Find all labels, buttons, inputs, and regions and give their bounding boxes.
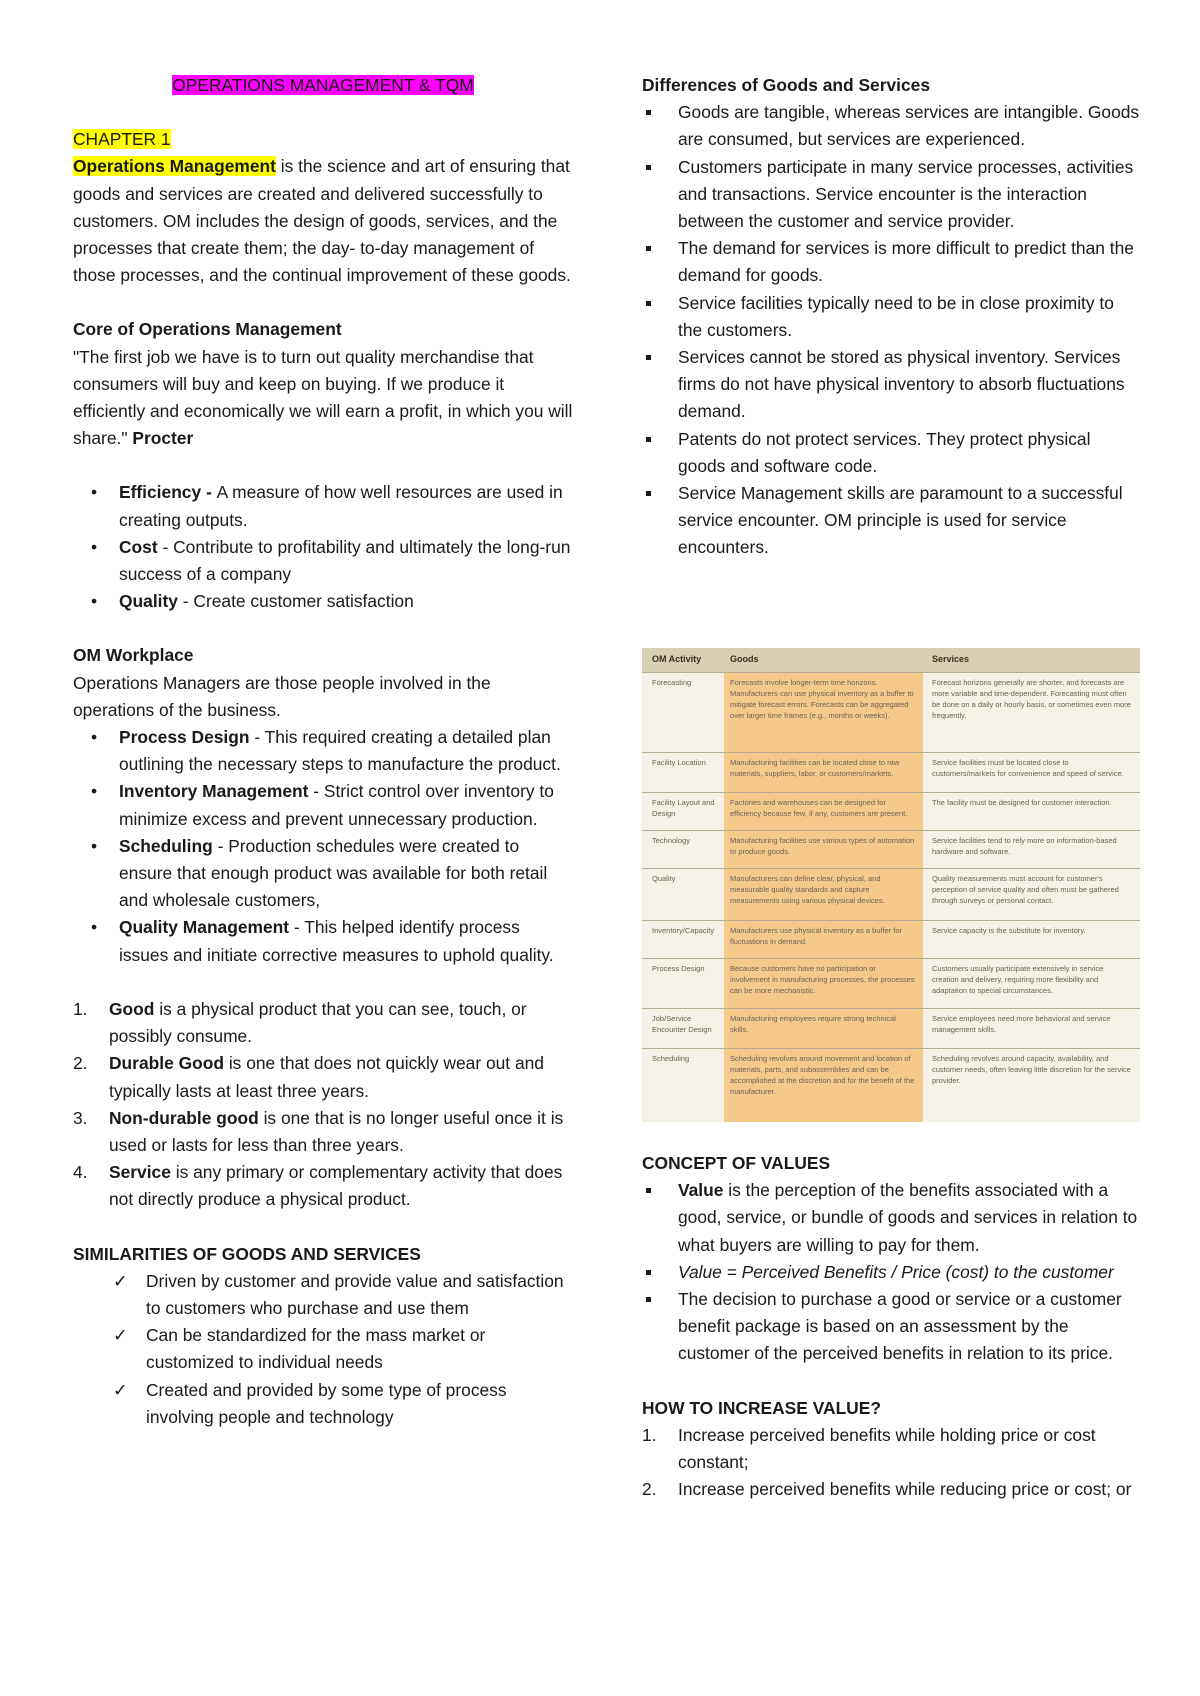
similarities-heading: SIMILARITIES OF GOODS AND SERVICES: [73, 1243, 421, 1264]
item-number: 3.: [73, 1107, 88, 1128]
cell-activity: Forecasting: [652, 678, 692, 687]
cell-activity: Technology: [652, 836, 690, 845]
definitions-list: [73, 996, 573, 1214]
header-goods: Goods: [730, 654, 759, 664]
goods-vs-services-table: [642, 648, 1140, 1122]
item-text: - Production schedules were created to ensure that enough product was available for both retail and wholesale customers,: [119, 835, 548, 911]
item-text: - This helped identify process issues and initiate corrective measures to uphold quality.: [119, 917, 554, 965]
om-definition: [73, 153, 573, 289]
list-item: [73, 724, 573, 778]
list-item: [73, 1105, 573, 1159]
table-row: [642, 752, 1140, 793]
right-column: [642, 72, 1142, 562]
cell-activity: Inventory/Capacity: [652, 926, 715, 935]
quote-text: "The first job we have is to turn out quality merchandise that consumers will buy and keep on buying. If we produce it efficiently and economically we will earn a profit, in which you will share.": [73, 346, 573, 449]
core-list: [73, 479, 573, 615]
item-text: is one that does not quickly wear out and typically lasts at least three years.: [109, 1053, 544, 1101]
item-number: 2.: [73, 1053, 88, 1074]
cell-activity: Facility Location: [652, 758, 706, 767]
item-term: Scheduling: [119, 835, 213, 856]
item-text: - Contribute to profitability and ultimately the long-run success of a company: [119, 536, 571, 585]
item-text: - Strict control over inventory to minimize excess and prevent unnecessary production.: [119, 781, 554, 829]
list-item: Services cannot be stored as physical inventory. Services firms do not have physical inventory to absorb fluctuations demand.: [642, 344, 1142, 426]
list-item: Patents do not protect services. They protect physical goods and software code.: [642, 426, 1142, 480]
cell-services: Service employees need more behavioral and service management skills.: [932, 1014, 1111, 1034]
cell-services: Scheduling revolves around capacity, availability, and customer needs, often leaving little discretion for the service provider.: [932, 1054, 1131, 1085]
list-item: Customers participate in many service processes, activities and transactions. Service encounter is the interaction between the customer and service provider.: [642, 154, 1142, 236]
list-item: [642, 1259, 1142, 1286]
cell-goods: Manufacturing facilities can be located close to raw materials, suppliers, labor, or customers/markets.: [730, 758, 900, 778]
table-row: [642, 672, 1140, 747]
cell-activity: Process Design: [652, 964, 705, 973]
om-term: Operations Management: [73, 156, 276, 177]
list-item: [73, 778, 573, 832]
list-item: ✓ Can be standardized for the mass market or customized to individual needs: [73, 1322, 573, 1376]
chapter-line: [73, 126, 573, 153]
item-term: Durable Good: [109, 1053, 224, 1074]
list-item: The demand for services is more difficult to predict than the demand for goods.: [642, 235, 1142, 289]
item-text: Value = Perceived Benefits / Price (cost) to the customer: [678, 1261, 1114, 1282]
differences-heading: Differences of Goods and Services: [642, 75, 931, 95]
core-quote: [73, 344, 573, 453]
list-item: [73, 996, 573, 1050]
cell-goods: Forecasts involve longer-term time horizons. Manufacturers can use physical inventory as a buffer to mitigate forecast errors. Forecasts can be aggregated over larger time frames (e.g., months or weeks).: [730, 678, 914, 720]
cell-activity: Scheduling: [652, 1054, 690, 1063]
item-text: is the perception of the benefits associated with a good, service, or bundle of goods and services in relation to what buyers are willing to pay for them.: [678, 1180, 1138, 1255]
cell-goods: Manufacturers can define clear, physical, and measurable quality standards and capture measurements using various physical devices.: [730, 874, 885, 905]
table-row: [642, 1048, 1140, 1122]
item-term: Process Design: [119, 727, 250, 748]
header-om-activity: OM Activity: [652, 654, 702, 664]
cell-goods: Manufacturing employees require strong technical skills.: [730, 1014, 896, 1034]
item-term: Inventory Management: [119, 781, 309, 802]
item-number: 1.: [642, 1424, 657, 1445]
core-heading: Core of Operations Management: [73, 319, 342, 340]
cell-services: Service facilities must be located close to customers/markets for convenience and speed of service.: [932, 758, 1124, 778]
list-item: ✓ Created and provided by some type of process involving people and technology: [73, 1377, 573, 1431]
item-number: 4.: [73, 1162, 88, 1183]
workplace-intro: Operations Managers are those people involved in the operations of the business.: [73, 672, 491, 720]
list-item: [642, 1286, 1142, 1368]
list-item: [642, 1177, 1142, 1259]
increase-heading: HOW TO INCREASE VALUE?: [642, 1397, 881, 1418]
list-item: [73, 479, 573, 533]
list-item: [642, 1476, 1142, 1503]
cell-services: The facility must be designed for customer interaction.: [932, 798, 1112, 807]
item-text: Increase perceived benefits while holding price or cost constant;: [678, 1424, 1096, 1473]
item-text: is one that is no longer useful once it is used or lasts for less than three years.: [109, 1107, 564, 1155]
document-title-line: [73, 72, 573, 99]
table-row: [642, 958, 1140, 1007]
item-number: 1.: [73, 998, 88, 1019]
item-number: 2.: [642, 1479, 657, 1500]
item-term: Non-durable good: [109, 1107, 259, 1128]
list-item: Service facilities typically need to be in close proximity to the customers.: [642, 290, 1142, 344]
values-list: [642, 1177, 1142, 1367]
item-term: Service: [109, 1162, 171, 1183]
om-definition-text: is the science and art of ensuring that goods and services are created and delivered successfully to customers. OM includes the design of goods, services, and the processes that create them; the day- to-day management of those processes, and the continual improvement of these goods.: [73, 156, 571, 286]
list-item: ✓ Driven by customer and provide value and satisfaction to customers who purchase and use them: [73, 1268, 573, 1322]
document-title: OPERATIONS MANAGEMENT & TQM: [172, 75, 474, 95]
chapter-label: CHAPTER 1: [73, 129, 171, 150]
table-row: [642, 1008, 1140, 1047]
left-column: [73, 72, 573, 1431]
table-row: [642, 920, 1140, 957]
workplace-list: [73, 724, 573, 969]
list-item: [73, 534, 573, 588]
cell-services: Service capacity is the substitute for inventory.: [932, 926, 1086, 935]
item-text: - Create customer satisfaction: [177, 591, 414, 612]
item-text: A measure of how well resources are used in creating outputs.: [119, 482, 563, 530]
list-item: [73, 1159, 573, 1213]
table-row: [642, 868, 1140, 919]
increase-list: [642, 1422, 1142, 1504]
cell-services: Quality measurements must account for customer's perception of service quality and often must be gathered through surveys or personal contact.: [932, 874, 1119, 905]
cell-services: Forecast horizons generally are shorter, and forecasts are more variable and time-dependent. Forecasting must often be done on a daily or hourly basis, or sometimes even more frequently.: [932, 678, 1131, 720]
cell-goods: Because customers have no participation or involvement in manufacturing processes, the processes can be more mechanistic.: [730, 964, 915, 995]
item-term: Quality: [119, 591, 178, 612]
list-item: [642, 1422, 1142, 1476]
item-term: Value: [678, 1180, 724, 1201]
cell-services: Customers usually participate extensively in service creation and delivery, requiring more flexibility and adaptation to special circumstances.: [932, 964, 1104, 995]
list-item: [73, 914, 573, 968]
list-item: Goods are tangible, whereas services are intangible. Goods are consumed, but services are experienced.: [642, 99, 1142, 153]
quote-author: Procter: [132, 428, 194, 449]
cell-goods: Factories and warehouses can be designed for efficiency because few, if any, customers are present.: [730, 798, 908, 818]
list-item: [73, 588, 573, 615]
item-text: Increase perceived benefits while reducing price or cost; or: [678, 1479, 1132, 1500]
item-text: The decision to purchase a good or service or a customer benefit package is based on an assessment by the customer of the perceived benefits in relation to its price.: [678, 1289, 1122, 1364]
cell-goods: Manufacturers use physical inventory as a buffer for fluctuations in demand.: [730, 926, 903, 946]
table-header: [642, 648, 1140, 672]
item-term: Cost: [119, 536, 158, 557]
item-text: is a physical product that you can see, touch, or possibly consume.: [109, 998, 527, 1047]
item-text: is any primary or complementary activity that does not directly produce a physical product.: [109, 1162, 563, 1210]
values-heading: CONCEPT OF VALUES: [642, 1153, 831, 1173]
item-term: Efficiency -: [119, 482, 217, 503]
list-item: [73, 833, 573, 915]
item-term: Good: [109, 998, 155, 1019]
item-text: - This required creating a detailed plan outlining the necessary steps to manufacture the product.: [119, 727, 561, 775]
list-item: Service Management skills are paramount to a successful service encounter. OM principle is used for service encounters.: [642, 480, 1142, 562]
cell-activity: Quality: [652, 874, 676, 883]
similarities-list: [73, 1268, 573, 1431]
cell-activity: Job/Service Encounter Design: [652, 1014, 712, 1034]
right-column-bottom: [642, 1150, 1142, 1503]
differences-list: [642, 99, 1142, 561]
workplace-heading: OM Workplace: [73, 645, 194, 666]
cell-goods: Scheduling revolves around movement and location of materials, parts, and subassemblies and can be accomplished at the discretion and for the benefit of the manufacturer.: [730, 1054, 915, 1096]
cell-services: Service facilities tend to rely more on information-based hardware and software.: [932, 836, 1117, 856]
table-row: [642, 830, 1140, 867]
list-item: [73, 1050, 573, 1104]
header-services: Services: [932, 654, 970, 664]
cell-goods: Manufacturing facilities use various types of automation to produce goods.: [730, 836, 915, 856]
cell-activity: Facility Layout and Design: [652, 798, 715, 818]
table-row: [642, 792, 1140, 829]
item-term: Quality Management: [119, 917, 290, 938]
